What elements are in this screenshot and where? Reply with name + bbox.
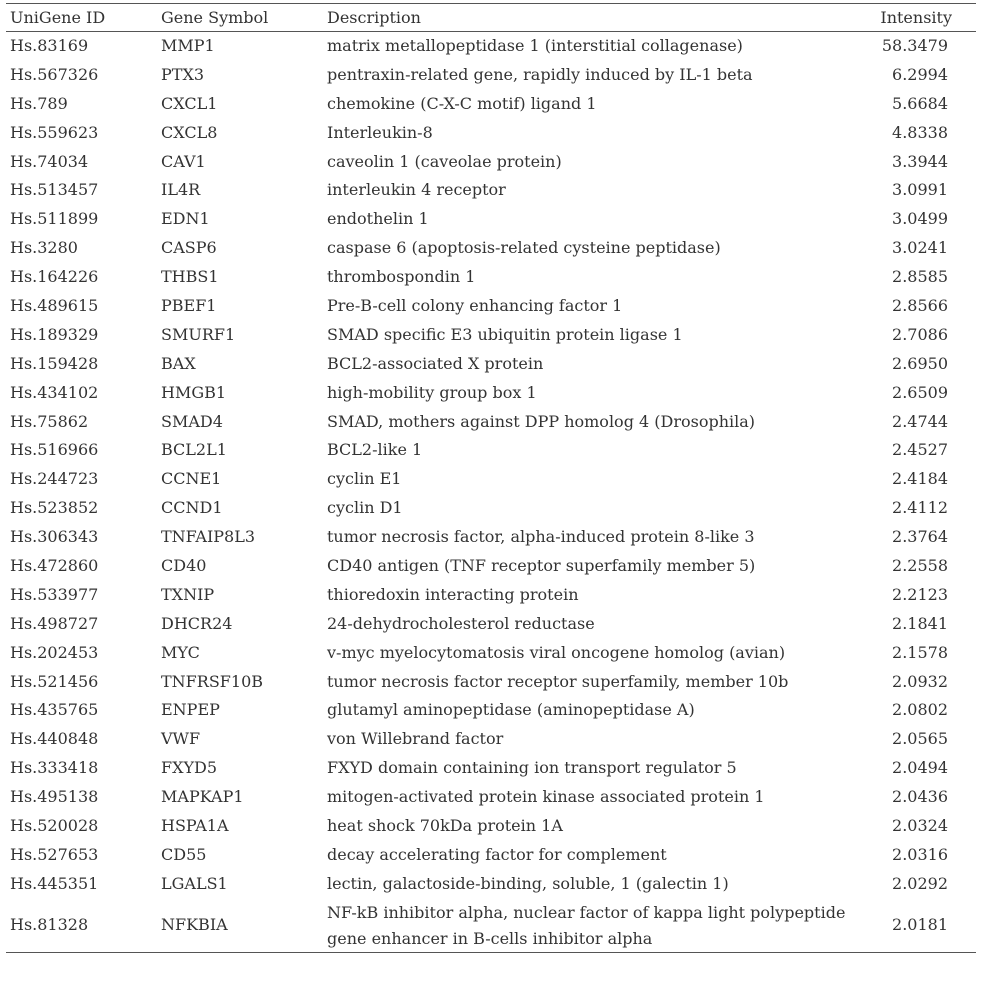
- cell-intensity: 2.8585: [892, 267, 948, 287]
- cell-intensity: 3.0499: [892, 209, 948, 229]
- cell-unigene-id: Hs.83169: [10, 36, 89, 56]
- cell-description: 24-dehydrocholesterol reductase: [327, 613, 595, 633]
- cell-gene-symbol: CXCL8: [161, 122, 218, 142]
- table-row: [6, 436, 976, 465]
- cell-gene-symbol: TXNIP: [161, 584, 215, 604]
- cell-description: BCL2-like 1: [327, 440, 423, 460]
- cell-description: von Willebrand factor: [327, 729, 504, 749]
- cell-unigene-id: Hs.445351: [10, 873, 99, 893]
- cell-intensity: 2.3764: [892, 527, 948, 547]
- cell-unigene-id: Hs.516966: [10, 440, 99, 460]
- cell-intensity: 2.0436: [892, 787, 948, 807]
- cell-description: Pre-B-cell colony enhancing factor 1: [327, 295, 623, 315]
- cell-gene-symbol: TNFAIP8L3: [161, 527, 256, 547]
- cell-intensity: 2.8566: [892, 295, 948, 315]
- cell-unigene-id: Hs.189329: [10, 324, 99, 344]
- cell-gene-symbol: SMAD4: [161, 411, 223, 431]
- cell-unigene-id: Hs.489615: [10, 295, 99, 315]
- table-row: [6, 378, 976, 407]
- cell-description: cyclin D1: [327, 498, 403, 518]
- cell-description: caspase 6 (apoptosis-related cysteine peptidase): [327, 238, 721, 258]
- cell-gene-symbol: CXCL1: [161, 93, 218, 113]
- cell-description: Interleukin-8: [327, 122, 433, 142]
- cell-intensity: 2.2123: [892, 584, 948, 604]
- cell-gene-symbol: IL4R: [161, 180, 201, 200]
- table-row: [6, 147, 976, 176]
- table-row: [6, 60, 976, 89]
- cell-gene-symbol: CCNE1: [161, 469, 222, 489]
- cell-description: SMAD, mothers against DPP homolog 4 (Drosophila): [327, 411, 756, 431]
- table-row: [6, 667, 976, 696]
- cell-description: interleukin 4 receptor: [327, 180, 506, 200]
- table-row: [6, 552, 976, 581]
- cell-intensity: 2.1578: [892, 642, 948, 662]
- cell-gene-symbol: HMGB1: [161, 382, 227, 402]
- table-row: [6, 812, 976, 841]
- cell-description: cyclin E1: [327, 469, 402, 489]
- cell-description: tumor necrosis factor receptor superfamily, member 10b: [327, 671, 789, 691]
- cell-description: lectin, galactoside-binding, soluble, 1 (galectin 1): [327, 873, 729, 893]
- cell-description: chemokine (C-X-C motif) ligand 1: [327, 93, 597, 113]
- table-row: [6, 465, 976, 494]
- table-row: [6, 205, 976, 234]
- cell-description: heat shock 70kDa protein 1A: [327, 815, 563, 835]
- cell-gene-symbol: THBS1: [161, 267, 219, 287]
- cell-unigene-id: Hs.164226: [10, 267, 99, 287]
- table-row: [6, 580, 976, 609]
- cell-unigene-id: Hs.495138: [10, 787, 99, 807]
- cell-intensity: 2.0565: [892, 729, 948, 749]
- cell-description: tumor necrosis factor, alpha-induced protein 8-like 3: [327, 527, 755, 547]
- cell-description: endothelin 1: [327, 209, 429, 229]
- cell-unigene-id: Hs.440848: [10, 729, 99, 749]
- cell-unigene-id: Hs.202453: [10, 642, 99, 662]
- cell-gene-symbol: ENPEP: [161, 700, 220, 720]
- cell-intensity: 2.4527: [892, 440, 948, 460]
- header-intensity: Intensity: [869, 4, 976, 32]
- table-row: [6, 898, 976, 953]
- table-row: [6, 725, 976, 754]
- cell-unigene-id: Hs.434102: [10, 382, 99, 402]
- cell-gene-symbol: CD55: [161, 844, 207, 864]
- table-row: [6, 783, 976, 812]
- cell-gene-symbol: MYC: [161, 642, 200, 662]
- cell-description: FXYD domain containing ion transport regulator 5: [327, 758, 737, 778]
- cell-intensity: 3.0991: [892, 180, 948, 200]
- cell-description: matrix metallopeptidase 1 (interstitial collagenase): [327, 36, 743, 56]
- cell-intensity: 2.0316: [892, 844, 948, 864]
- cell-intensity: 2.7086: [892, 324, 948, 344]
- table-row: [6, 118, 976, 147]
- cell-description: thrombospondin 1: [327, 267, 476, 287]
- cell-gene-symbol: HSPA1A: [161, 815, 229, 835]
- cell-gene-symbol: BAX: [161, 353, 196, 373]
- table-row: [6, 609, 976, 638]
- cell-unigene-id: Hs.435765: [10, 700, 99, 720]
- cell-gene-symbol: MAPKAP1: [161, 787, 244, 807]
- table-row: [6, 89, 976, 118]
- cell-unigene-id: Hs.159428: [10, 353, 99, 373]
- cell-gene-symbol: TNFRSF10B: [161, 671, 263, 691]
- cell-intensity: 2.4184: [892, 469, 948, 489]
- cell-unigene-id: Hs.523852: [10, 498, 99, 518]
- cell-gene-symbol: MMP1: [161, 36, 215, 56]
- cell-unigene-id: Hs.513457: [10, 180, 99, 200]
- cell-unigene-id: Hs.81328: [6, 898, 157, 953]
- cell-description: decay accelerating factor for complement: [327, 844, 667, 864]
- cell-intensity: 2.6509: [892, 382, 948, 402]
- cell-gene-symbol: CCND1: [161, 498, 223, 518]
- cell-intensity: 6.2994: [892, 64, 948, 84]
- table-row: [6, 263, 976, 292]
- cell-gene-symbol: NFKBIA: [157, 898, 323, 953]
- cell-unigene-id: Hs.789: [10, 93, 68, 113]
- cell-unigene-id: Hs.521456: [10, 671, 99, 691]
- gene-expression-table: [6, 3, 976, 953]
- table-row: [6, 320, 976, 349]
- cell-intensity: 2.0494: [892, 758, 948, 778]
- table-header-row: [6, 4, 976, 32]
- cell-gene-symbol: CASP6: [161, 238, 217, 258]
- header-unigene-id: UniGene ID: [6, 4, 157, 32]
- cell-description: thioredoxin interacting protein: [327, 584, 579, 604]
- cell-gene-symbol: PTX3: [161, 64, 205, 84]
- cell-intensity: 5.6684: [892, 93, 948, 113]
- table-row: [6, 754, 976, 783]
- cell-unigene-id: Hs.559623: [10, 122, 99, 142]
- cell-intensity: 3.0241: [892, 238, 948, 258]
- table-row: [6, 349, 976, 378]
- header-gene-symbol: Gene Symbol: [157, 4, 323, 32]
- cell-unigene-id: Hs.74034: [10, 151, 89, 171]
- cell-gene-symbol: EDN1: [161, 209, 210, 229]
- cell-intensity: 2.0932: [892, 671, 948, 691]
- cell-unigene-id: Hs.520028: [10, 815, 99, 835]
- cell-unigene-id: Hs.306343: [10, 527, 99, 547]
- cell-description: glutamyl aminopeptidase (aminopeptidase A): [327, 700, 695, 720]
- cell-description: NF-kB inhibitor alpha, nuclear factor of kappa light polypeptide gene enhancer in B-cells inhibitor alpha: [323, 898, 869, 953]
- cell-gene-symbol: LGALS1: [161, 873, 228, 893]
- cell-description: pentraxin-related gene, rapidly induced by IL-1 beta: [327, 64, 753, 84]
- table-row: [6, 840, 976, 869]
- table-row: [6, 176, 976, 205]
- cell-gene-symbol: PBEF1: [161, 295, 217, 315]
- cell-intensity: 2.0292: [892, 873, 948, 893]
- cell-intensity: 2.0324: [892, 815, 948, 835]
- cell-gene-symbol: DHCR24: [161, 613, 233, 633]
- cell-gene-symbol: VWF: [161, 729, 201, 749]
- cell-gene-symbol: SMURF1: [161, 324, 236, 344]
- cell-unigene-id: Hs.75862: [10, 411, 89, 431]
- cell-intensity: 4.8338: [892, 122, 948, 142]
- cell-intensity: 2.6950: [892, 353, 948, 373]
- gene-table-container: [6, 3, 976, 953]
- cell-intensity: 58.3479: [881, 36, 948, 56]
- cell-description: v-myc myelocytomatosis viral oncogene homolog (avian): [327, 642, 786, 662]
- cell-description: CD40 antigen (TNF receptor superfamily member 5): [327, 555, 756, 575]
- cell-description: SMAD specific E3 ubiquitin protein ligase 1: [327, 324, 683, 344]
- cell-intensity: 3.3944: [892, 151, 948, 171]
- cell-description: high-mobility group box 1: [327, 382, 537, 402]
- cell-intensity: 2.0802: [892, 700, 948, 720]
- cell-intensity: 2.4112: [892, 498, 948, 518]
- table-row: [6, 292, 976, 321]
- table-row: [6, 32, 976, 61]
- table-row: [6, 407, 976, 436]
- cell-gene-symbol: CD40: [161, 555, 207, 575]
- cell-unigene-id: Hs.3280: [10, 238, 78, 258]
- cell-intensity: 2.2558: [892, 555, 948, 575]
- header-description: Description: [323, 4, 869, 32]
- cell-gene-symbol: CAV1: [161, 151, 206, 171]
- cell-unigene-id: Hs.511899: [10, 209, 99, 229]
- cell-unigene-id: Hs.527653: [10, 844, 99, 864]
- table-row: [6, 638, 976, 667]
- cell-unigene-id: Hs.498727: [10, 613, 99, 633]
- table-row: [6, 494, 976, 523]
- table-row: [6, 696, 976, 725]
- cell-description: caveolin 1 (caveolae protein): [327, 151, 562, 171]
- cell-description: BCL2-associated X protein: [327, 353, 544, 373]
- table-row: [6, 234, 976, 263]
- table-row: [6, 869, 976, 898]
- cell-intensity: 2.4744: [892, 411, 948, 431]
- cell-gene-symbol: BCL2L1: [161, 440, 227, 460]
- cell-unigene-id: Hs.333418: [10, 758, 99, 778]
- cell-unigene-id: Hs.533977: [10, 584, 99, 604]
- cell-description: mitogen-activated protein kinase associated protein 1: [327, 787, 765, 807]
- cell-intensity: 2.0181: [869, 898, 976, 953]
- table-body: [6, 32, 976, 953]
- cell-unigene-id: Hs.472860: [10, 555, 99, 575]
- cell-unigene-id: Hs.244723: [10, 469, 99, 489]
- cell-intensity: 2.1841: [892, 613, 948, 633]
- cell-unigene-id: Hs.567326: [10, 64, 99, 84]
- cell-gene-symbol: FXYD5: [161, 758, 218, 778]
- table-row: [6, 523, 976, 552]
